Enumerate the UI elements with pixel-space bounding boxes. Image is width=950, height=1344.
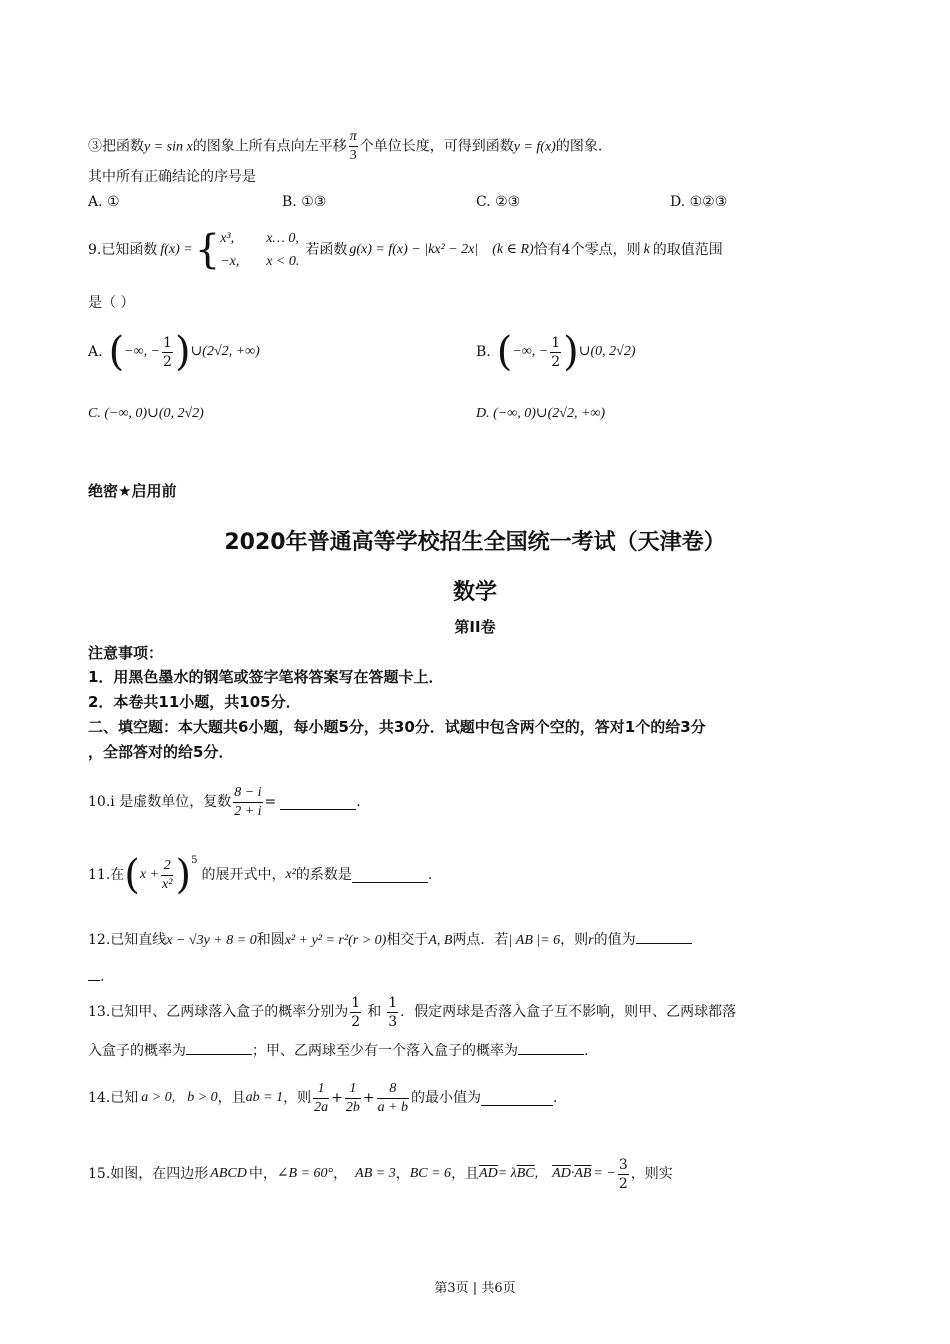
notes-heading: 注意事项： [88,644,164,662]
answer-blank[interactable] [280,795,356,810]
fraction: $\frac{1}{2b}$ [345,1080,360,1115]
exam-title: 2020年普通高等学校招生全国统一考试（天津卷） [224,530,726,555]
secret-label: 绝密★启用前 [88,482,177,500]
formula: x² + y² = r²(r > 0) [284,933,387,948]
q14: 14.已知 a > 0, b > 0 ，且 ab = 1 ，则 $\frac{1}{2a}$ + $\frac{1}{2b}$ + $\frac{8}{a + b}$ 的最小值为 . [88,1080,558,1115]
notes-item-3-cont: ，全部答对的给5分． [88,743,234,761]
formula: g(x) = f(x) − |kx² − 2x| [349,242,479,257]
notes-item-2: 2．本卷共11小题，共105分． [88,693,301,711]
answer-blank[interactable] [518,1040,584,1055]
vector: $\overline{AB}$ [574,1166,592,1181]
volume-title: 第II卷 [454,618,496,636]
formula: y = sin x [144,139,193,155]
fraction: $\frac{1}{2}$ [351,994,361,1030]
vector: $\overline{BC}$ [516,1166,535,1181]
fraction: $\frac{8 - i}{2 + i}$ [234,784,262,819]
piecewise-cases: x³, x… 0, −x, x < 0. [220,231,300,269]
fraction: $\frac{\pi}{3}$ [349,129,357,163]
notes-item-1: 1．用黑色墨水的钢笔或签字笔将答案写在答题卡上． [88,668,444,686]
fraction: $\frac{1}{2}$ [163,334,172,370]
q13-cont: 入盒子的概率为 ；甲、乙两球至少有一个落入盒子的概率为 . [88,1040,588,1060]
q8-option-d: D. ①②③ [670,194,728,210]
vector: $\overline{AD}$ [479,1166,498,1181]
q12: 12.已知直线x − √3y + 8 = 0和圆x² + y² = r²(r > 0)相交于A, B两点．若| AB |= 6，则r的值为 [88,929,692,950]
brace-icon: { [194,227,221,273]
q9-option-b: B. ( −∞, − $\frac{1}{2}$ ) ∪(0, 2√2) [476,329,636,375]
q8-item3: ③把函数y = sin x的图象上所有点向左平移 $\frac{\pi}{3}$ 个单位长度，可得到函数y = f(x)的图象. [88,129,603,163]
answer-blank[interactable] [481,1091,553,1106]
answer-blank-cont[interactable] [88,966,100,981]
fraction: $\frac{2}{\text{x²}}$ [162,857,173,892]
fraction: $\frac{1}{2}$ [551,334,561,370]
answer-blank[interactable] [636,929,692,944]
q11: 11.在 ( x + $\frac{2}{\text{x²}}$ ) 5 的展开式中， x² 的系数是 . [88,852,433,898]
q8-prompt: 其中所有正确结论的序号是 [88,169,256,185]
fraction: $\frac{1}{3}$ [388,994,398,1030]
formula: x − √3y + 8 = 0 [166,933,257,948]
notes-item-3: 二、填空题：本大题共6小题，每小题5分，共30分．试题中包含两个空的，答对1个的给3分 [88,718,706,736]
q8-option-c: C. ②③ [476,194,521,210]
q10: 10.i 是虚数单位，复数 $\frac{8 - i}{2 + i}$ = . [88,784,361,819]
q9-option-d: D. (−∞, 0)∪(2√2, +∞) [476,406,606,421]
q9-line2: 是（ ） [88,295,135,311]
q9-stem: 9.已知函数 f(x) = { x³, x… 0, −x, x < 0. 若函数 g(x) = f(x) − |kx² − 2x| (k ∈ R) 恰有4个零点，则 k 的取值范围 [88,227,723,273]
subject-title: 数学 [452,580,497,605]
formula: f(x) = [160,242,193,257]
q9-option-a: A. ( −∞, − $\frac{1}{2}$ ) ∪(2√2, +∞) [88,329,260,375]
page-footer: 第3页 | 共6页 [434,1281,516,1296]
formula: (k ∈ R) [492,242,534,257]
fraction: $\frac{3}{2}$ [618,1156,628,1192]
q15: 15.如图，在四边形 ABCD 中， ∠B = 60° ， AB = 3 ， BC = 6 ，且 $\overline{AD}$ = λ $\overline{BC}$ , $\overline{AD}$ · $\overline{AB}$ = − $\frac{3}{2}$ ，则实 [88,1156,673,1192]
q8-option-b: B. ①③ [282,194,327,210]
fraction: $\frac{8}{a + b}$ [377,1080,409,1115]
q8-option-a: A. ① [88,194,120,210]
fraction: $\frac{1}{2a}$ [314,1080,329,1115]
answer-blank[interactable] [352,868,428,883]
vector: $\overline{AD}$ [552,1166,571,1181]
q12-cont: . [88,966,104,986]
q9-option-c: C. (−∞, 0)∪(0, 2√2) [88,406,204,421]
q13: 13.已知甲、乙两球落入盒子的概率分别为 $\frac{1}{2}$ 和 $\frac{1}{3}$ ．假定两球是否落入盒子互不影响，则甲、乙两球都落 [88,994,737,1030]
formula: y = f(x) [513,139,556,155]
answer-blank[interactable] [186,1040,252,1055]
